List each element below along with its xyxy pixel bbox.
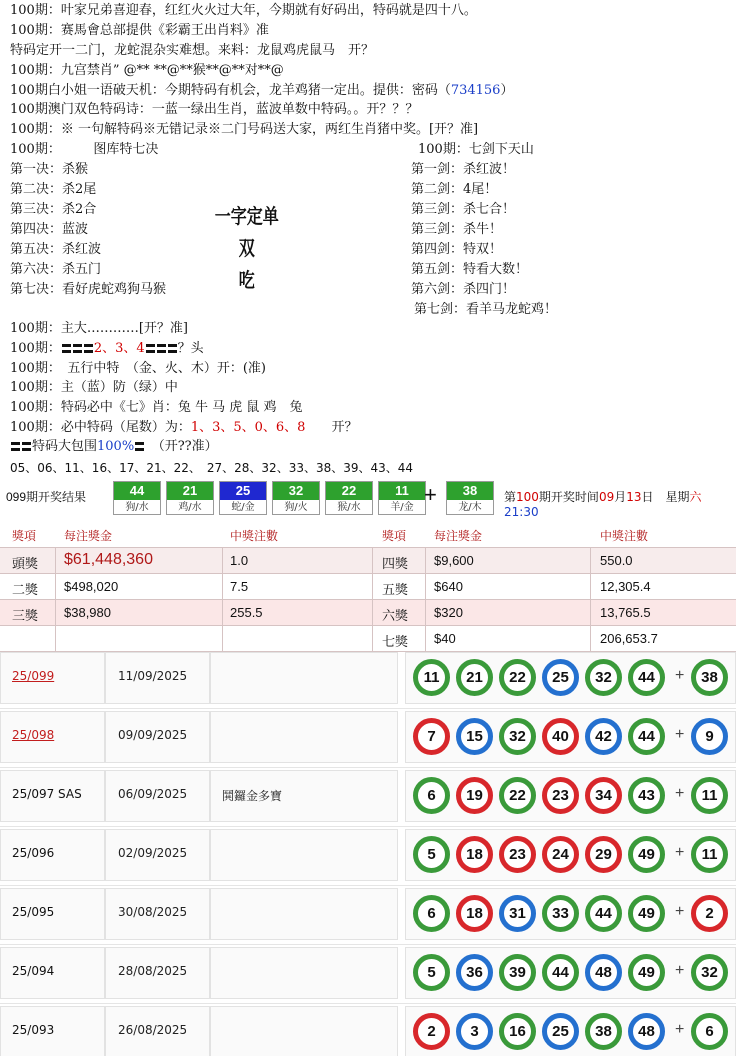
column-divider (55, 574, 56, 599)
history-ball: 11 (413, 659, 450, 696)
seven-swords-item: 第三剑：杀牛！ (411, 222, 503, 237)
column-divider (590, 626, 591, 651)
bar-icon (135, 442, 144, 451)
draw-ball-zodiac: 蛇/金 (231, 502, 255, 513)
column-divider (222, 626, 223, 651)
prize-table-header (0, 522, 736, 548)
next-draw-text: 第 (504, 490, 517, 504)
history-ball: 16 (499, 1013, 536, 1050)
line14-prefix: 100期：必中特码（尾数）为： (10, 420, 191, 435)
prediction-line-5 (10, 83, 513, 99)
history-draw-date: 30/08/2025 (118, 905, 188, 919)
line14-suffix: 开？ (305, 420, 358, 435)
draw-ball-number: 32 (273, 482, 319, 500)
next-draw-day: 13 (626, 490, 642, 504)
prediction-line-6: 100期澳门双色特码诗：一蓝一绿出生肖，蓝波单数中特码。。开？？？ (10, 102, 419, 117)
history-ball: 25 (542, 1013, 579, 1050)
draw-ball-zodiac: 羊/金 (390, 502, 414, 513)
history-ball: 34 (585, 777, 622, 814)
column-divider (372, 548, 373, 573)
history-draw-date: 26/08/2025 (118, 1023, 188, 1037)
history-draw-id: 25/094 (12, 964, 55, 978)
prize-cell: 四獎 (382, 556, 409, 571)
history-draw-id: 25/096 (12, 846, 55, 860)
history-ball: 21 (456, 659, 493, 696)
odd-even-tip-title: 一字定单双 (214, 204, 279, 260)
history-special-ball: 38 (691, 659, 728, 696)
prize-column-header: 每注獎金 (64, 529, 113, 543)
history-ball: 18 (456, 836, 493, 873)
plus-icon: + (675, 844, 685, 861)
history-ball: 7 (413, 718, 450, 755)
odd-even-tip (214, 200, 280, 296)
special-ball (446, 481, 494, 515)
draw-ball (219, 481, 267, 515)
seven-swords-title: 100期：七剑下天山 (418, 142, 534, 157)
line15-title: 特码大包围 (32, 439, 98, 454)
seven-swords-item: 第七剑：看羊马龙蛇鸡！ (414, 302, 558, 317)
prize-row (0, 548, 736, 574)
prize-cell: 550.0 (600, 553, 633, 568)
history-ball: 44 (542, 954, 579, 991)
seven-tips-item: 第三决：杀2合 (10, 202, 97, 217)
next-draw-weekday: 六 (689, 490, 702, 504)
history-special-ball: 32 (691, 954, 728, 991)
prediction-line-4: 100期：九宫禁肖” @** **@**猴**@**对**@ (10, 63, 284, 78)
bar-icon (84, 344, 93, 353)
prize-cell: 13,765.5 (600, 605, 651, 620)
next-draw-info (504, 488, 736, 519)
history-ball: 19 (456, 777, 493, 814)
prediction-line-13: 100期：特码必中《七》肖：兔 牛 马 虎 鼠 鸡 兔 (10, 400, 303, 415)
special-ball-number: 38 (447, 482, 493, 500)
history-ball: 6 (413, 777, 450, 814)
column-divider (590, 548, 591, 573)
history-ball: 43 (628, 777, 665, 814)
draw-ball-number: 21 (167, 482, 213, 500)
prediction-line-12: 100期：主（蓝）防（绿）中 (10, 380, 178, 395)
history-ball: 15 (456, 718, 493, 755)
history-draw-id[interactable]: 25/099 (12, 669, 55, 683)
history-ball: 44 (585, 895, 622, 932)
line5-password: 734156 (450, 83, 501, 98)
line10-heads: 2、3、4 (93, 341, 145, 356)
draw-ball-zodiac: 狗/水 (125, 502, 149, 513)
column-divider (590, 574, 591, 599)
line14-tails: 1、3、5、0、6、8 (190, 420, 306, 435)
prize-cell: 七獎 (382, 634, 409, 649)
draw-ball-zodiac: 狗/火 (284, 502, 308, 513)
history-ball: 49 (628, 954, 665, 991)
draw-label: 099期开奖结果 (6, 490, 87, 504)
seven-tips-title: 100期： 图库特七决 (10, 142, 159, 157)
history-row (0, 827, 736, 886)
prediction-line-15 (10, 439, 218, 455)
column-divider (222, 548, 223, 573)
seven-tips-item: 第六决：杀五门 (10, 262, 102, 277)
prize-cell: 255.5 (230, 605, 263, 620)
history-ball: 40 (542, 718, 579, 755)
plus-icon: + (424, 482, 437, 507)
next-draw-text: 日 星期 (641, 490, 690, 504)
seven-swords-item: 第四剑：特双！ (411, 242, 503, 257)
plus-icon: + (675, 1021, 685, 1038)
column-divider (425, 626, 426, 651)
history-ball: 25 (542, 659, 579, 696)
line10-prefix: 100期： (10, 341, 61, 356)
history-cell (210, 1006, 398, 1056)
prize-cell: 五獎 (382, 582, 409, 597)
draw-ball-zodiac: 鸡/水 (178, 502, 202, 513)
seven-tips-item: 第七决：看好虎蛇鸡狗马猴 (10, 282, 167, 297)
seven-tips-item: 第四决：蓝波 (10, 222, 89, 237)
bar-icon (73, 344, 82, 353)
prize-column-header: 中獎注數 (230, 529, 279, 543)
history-ball: 33 (542, 895, 579, 932)
history-cell (210, 829, 398, 881)
column-divider (55, 626, 56, 651)
history-ball: 44 (628, 659, 665, 696)
history-ball: 5 (413, 954, 450, 991)
bar-icon (168, 344, 177, 353)
next-draw-issue: 100 (516, 490, 539, 504)
draw-ball-number: 11 (379, 482, 425, 500)
prize-cell: $320 (434, 605, 463, 620)
seven-swords-item: 第六剑：杀四门！ (411, 282, 516, 297)
prize-cell: $9,600 (434, 553, 474, 568)
history-row (0, 1004, 736, 1056)
column-divider (425, 548, 426, 573)
prize-cell: 206,653.7 (600, 631, 658, 646)
history-special-ball: 2 (691, 895, 728, 932)
line15-suffix: （开??准） (145, 439, 218, 454)
draw-ball-number: 22 (326, 482, 372, 500)
history-special-ball: 11 (691, 777, 728, 814)
history-draw-id: 25/095 (12, 905, 55, 919)
seven-swords-item: 第三剑：杀七合！ (411, 202, 516, 217)
next-draw-text: 月 (614, 490, 627, 504)
column-divider (55, 600, 56, 625)
history-draw-date: 06/09/2025 (118, 787, 188, 801)
history-row (0, 945, 736, 1004)
line15-percent: 100% (97, 439, 135, 454)
draw-ball (166, 481, 214, 515)
column-divider (372, 600, 373, 625)
history-ball: 49 (628, 895, 665, 932)
history-ball: 24 (542, 836, 579, 873)
history-row (0, 768, 736, 827)
history-ball: 5 (413, 836, 450, 873)
history-ball: 2 (413, 1013, 450, 1050)
prize-column-header: 獎項 (12, 529, 37, 543)
prize-cell: 12,305.4 (600, 579, 651, 594)
column-divider (55, 548, 56, 573)
previous-draw-result (0, 478, 736, 518)
history-ball: 6 (413, 895, 450, 932)
history-draw-date: 11/09/2025 (118, 669, 188, 683)
history-cell (210, 888, 398, 940)
history-ball: 32 (585, 659, 622, 696)
column-divider (372, 574, 373, 599)
odd-even-tip-answer: 吃 (238, 268, 255, 292)
draw-ball (272, 481, 320, 515)
prize-cell: $640 (434, 579, 463, 594)
column-divider (425, 600, 426, 625)
bar-icon (22, 442, 31, 451)
history-draw-id: 25/093 (12, 1023, 55, 1037)
seven-swords-item: 第二剑：4尾！ (411, 182, 498, 197)
prediction-line-14 (10, 420, 357, 436)
seven-swords-item: 第五剑：特看大数！ (411, 262, 529, 277)
history-ball: 29 (585, 836, 622, 873)
prize-row (0, 574, 736, 600)
history-draw-date: 09/09/2025 (118, 728, 188, 742)
history-ball: 23 (499, 836, 536, 873)
number-list: 05、06、11、16、17、21、22、 27、28、32、33、38、39、43、44 (10, 461, 414, 475)
plus-icon: + (675, 903, 685, 920)
column-divider (425, 574, 426, 599)
seven-tips-item: 第二决：杀2尾 (10, 182, 97, 197)
history-special-ball: 11 (691, 836, 728, 873)
plus-icon: + (675, 785, 685, 802)
plus-icon: + (675, 667, 685, 684)
draw-ball-number: 44 (114, 482, 160, 500)
next-draw-time: 21:30 (504, 505, 539, 519)
seven-swords-item: 第一剑：杀红波！ (411, 162, 516, 177)
draw-ball (378, 481, 426, 515)
prediction-line-2: 100期：赛馬會总部提供《彩霸王出肖料》准 (10, 23, 269, 38)
prize-row (0, 600, 736, 626)
history-ball: 48 (628, 1013, 665, 1050)
history-ball: 22 (499, 777, 536, 814)
history-ball: 32 (499, 718, 536, 755)
prize-cell: $38,980 (64, 605, 111, 620)
history-ball: 44 (628, 718, 665, 755)
history-ball: 22 (499, 659, 536, 696)
plus-icon: + (675, 726, 685, 743)
prize-cell: 1.0 (230, 553, 249, 568)
history-ball: 49 (628, 836, 665, 873)
prediction-line-7: 100期：※ 一句解特码※无错记录※二门号码送大家，两红生肖猪中奖。[开？准] (10, 122, 479, 137)
column-divider (590, 600, 591, 625)
line5-close: ） (500, 83, 514, 98)
history-ball: 42 (585, 718, 622, 755)
bar-icon (157, 344, 166, 353)
prize-cell: 二獎 (12, 582, 39, 597)
prediction-line-10 (10, 341, 204, 357)
history-draw-note: 鬨鑼金多寶 (222, 789, 283, 803)
seven-tips-item: 第五决：杀红波 (10, 242, 102, 257)
prize-column-header: 每注獎金 (434, 529, 483, 543)
prize-column-header: 中獎注數 (600, 529, 649, 543)
prediction-line-9: 100期：主大…………[开？准] (10, 321, 188, 336)
prize-cell: 頭獎 (12, 556, 39, 571)
prize-table (0, 522, 736, 652)
prize-cell: $498,020 (64, 579, 119, 594)
history-row (0, 709, 736, 768)
history-ball: 23 (542, 777, 579, 814)
draw-ball (113, 481, 161, 515)
prediction-line-3: 特码定开一二门，龙蛇混杂实难想。来料：龙鼠鸡虎鼠马 开？ (10, 43, 375, 58)
history-draw-date: 02/09/2025 (118, 846, 188, 860)
prize-cell: 三獎 (12, 608, 39, 623)
history-draw-id: 25/097 SAS (12, 787, 82, 801)
draw-ball-number: 25 (220, 482, 266, 500)
history-draw-date: 28/08/2025 (118, 964, 188, 978)
plus-icon: + (675, 962, 685, 979)
prize-cell: $61,448,360 (64, 551, 153, 568)
history-ball: 31 (499, 895, 536, 932)
prediction-line-11: 100期： 五行中特 （金、火、木）开：(准) (10, 361, 266, 376)
draw-ball-zodiac: 猴/水 (337, 502, 361, 513)
prize-column-header: 獎項 (382, 529, 407, 543)
history-special-ball: 9 (691, 718, 728, 755)
next-draw-month: 09 (598, 490, 615, 504)
prize-cell: 7.5 (230, 579, 249, 594)
column-divider (222, 600, 223, 625)
history-ball: 38 (585, 1013, 622, 1050)
column-divider (372, 626, 373, 651)
history-ball: 18 (456, 895, 493, 932)
next-draw-text: 期开奖时间 (538, 490, 599, 504)
line10-suffix: ？头 (177, 341, 204, 356)
column-divider (222, 574, 223, 599)
history-ball: 3 (456, 1013, 493, 1050)
prize-row (0, 626, 736, 652)
history-cell (210, 711, 398, 763)
bar-icon (146, 344, 155, 353)
bar-icon (11, 442, 20, 451)
special-ball-zodiac: 龙/木 (458, 502, 482, 513)
history-cell (210, 947, 398, 999)
history-special-ball: 6 (691, 1013, 728, 1050)
line5-text: 100期白小姐一语破天机：今期特码有机会，龙羊鸡猪一定出。提供：密码（ (10, 83, 451, 98)
history-ball: 36 (456, 954, 493, 991)
history-ball: 39 (499, 954, 536, 991)
prediction-line-1: 100期：叶家兄弟喜迎春，红红火火过大年，今期就有好码出，特码就是四十八。 (10, 3, 477, 18)
history-row (0, 650, 736, 709)
history-ball: 48 (585, 954, 622, 991)
prize-cell: $40 (434, 631, 456, 646)
prize-cell: 六獎 (382, 608, 409, 623)
history-row (0, 886, 736, 945)
history-cell (210, 652, 398, 704)
draw-ball (325, 481, 373, 515)
seven-tips-item: 第一决：杀猴 (10, 162, 89, 177)
history-draw-id[interactable]: 25/098 (12, 728, 55, 742)
bar-icon (62, 344, 71, 353)
